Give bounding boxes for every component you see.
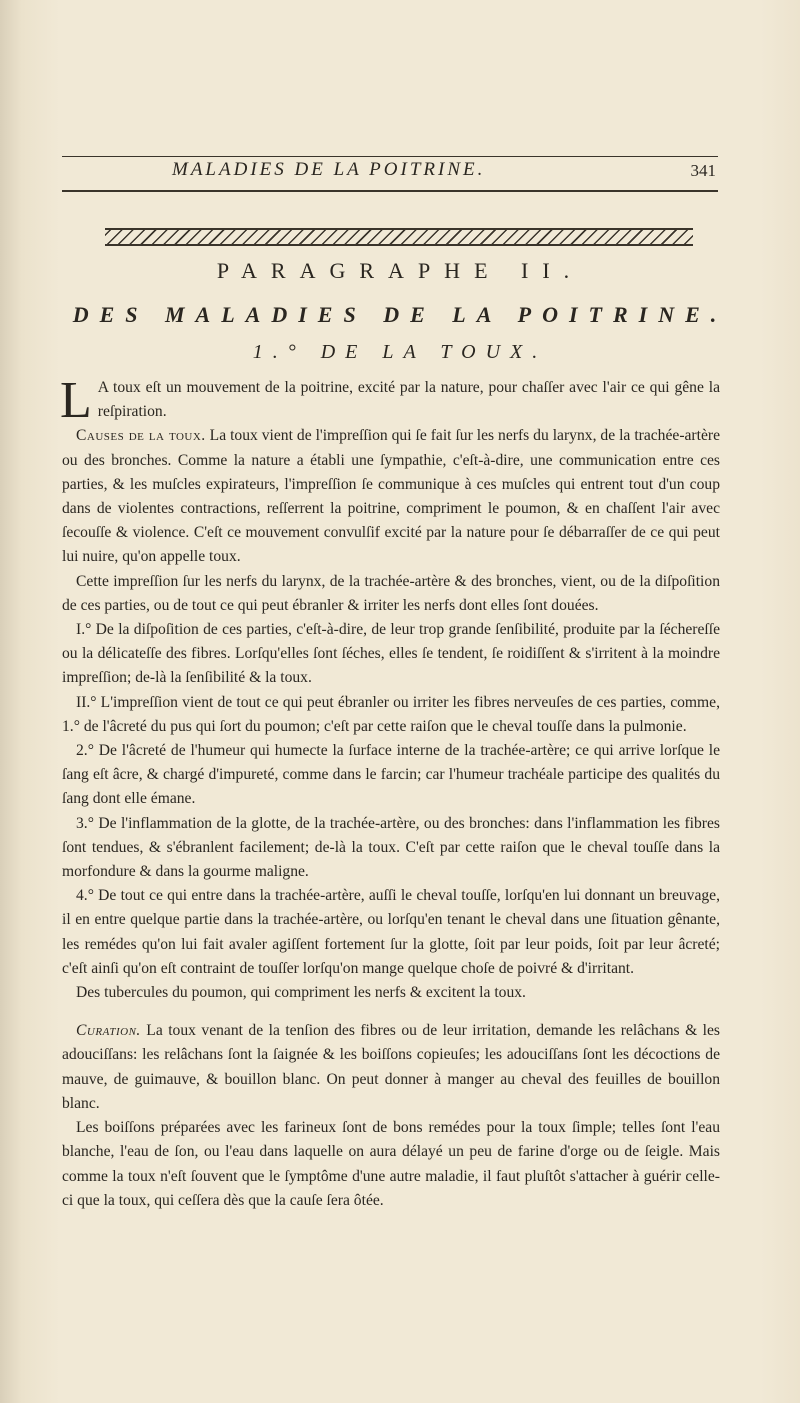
chapter-title: DES MALADIES DE LA POITRINE. [72,302,728,327]
paragraph-10-text: La toux venant de la tenſion des fibres ou de leur irritation, demande les relâchans & les adouciſſans: les relâchans ſont la ſaignée & les boiſſons copieuſes; les adouciſſans ſont les décoctions de mauve, de guimauve, & bouillon blanc. On peut donner à manger au cheval des feuilles de bouillon blanc. [62,1022,720,1112]
page-header [62,152,718,194]
curation-heading: Curation. [76,1022,141,1040]
paragraph-6: 2.° De l'âcreté de l'humeur qui humecte la ſurface interne de la trachée-artère; ce qui arrive lorſque le ſang eſt âcre, & chargé d'impureté, comme dans le farcin; car l'humeur trachéale participe des qualités du ſang dont elle émane. [62,742,720,808]
section-title: PARAGRAPHE II. [216,258,584,283]
header-bottom-rule [62,190,718,192]
paragraph-4: I.° De la diſpoſition de ces parties, c'eſt-à-dire, de leur trop grande ſenſibilité, produite par la ſéchereſſe ou la délicateſſe des fibres. Lorſqu'elles ſont ſéches, elles ſe tendent, ſe roidiſſent & s'irritent à la moindre impreſſion; de-là la ſenſibilité & la toux. [62,621,720,687]
causes-heading: Causes de la toux. [76,427,206,445]
paragraph-11: Les boiſſons préparées avec les farineux ſont de bons remédes pour la toux ſimple; telles ſont l'eau blanche, l'eau de ſon, ou l'eau dans laquelle on aura délayé un peu de farine d'orge ou de ſeigle. Mais comme la toux n'eſt ſouvent que le ſymptôme d'une autre maladie, il faut pluſtôt s'attacher à guérir celle-ci que la toux, qui ceſſera dès que la cauſe ſera ôtée. [62,1119,720,1209]
paragraph-1-text: A toux eſt un mouvement de la poitrine, excité par la nature, pour chaſſer avec l'air ce qui gêne la reſpiration. [97,379,720,421]
paragraph-9: Des tubercules du poumon, qui compriment les nerfs & excitent la toux. [76,984,526,1002]
sub-title: 1.° DE LA TOUX. [252,341,548,363]
paragraph-3: Cette impreſſion ſur les nerfs du larynx, de la trachée-artère & des bronches, vient, ou de la diſpoſition de ces parties, ou de tout ce qui peut ébranler & irriter les nerfs dont elles ſont douées. [62,572,720,614]
running-title: MALADIES DE LA POITRINE. [172,159,486,180]
header-top-rule [62,156,718,157]
paragraph-2 [62,424,720,569]
page-number: 341 [690,161,716,180]
paragraph-8: 4.° De tout ce qui entre dans la trachée-artère, auſſi le cheval touſſe, lorſqu'en lui donnant un breuvage, il en entre quelque partie dans la trachée-artère, ou lorſqu'en tenant le cheval dans une ſituation gênante, les remédes qu'on lui fait avaler agiſſent fortement ſur la glotte, ſoit par leur poids, ſoit par leur âcreté; c'eſt ainſi qu'on eſt contraint de touſſer lorſqu'on mange quelque choſe de poivré & d'irritant. [62,887,720,977]
paragraph-1 [60,372,720,429]
paragraph-7: 3.° De l'inflammation de la glotte, de la trachée-artère, ou des bronches: dans l'inflammation les fibres ſont tendues, & s'ébranlent facilement; de-là la toux. C'eſt par cette raiſon que le cheval touſſe dans la morfondure & dans la gourme maligne. [62,814,720,881]
paragraph-10 [62,1019,720,1116]
paragraph-5: II.° L'impreſſion vient de tout ce qui peut ébranler ou irriter les fibres nerveuſes de ces parties, comme, 1.° de l'âcreté du pus qui ſort du poumon; c'eſt par cette raiſon que le cheval touſſe dans la pulmonie. [62,693,720,735]
paragraph-2-text: La toux vient de l'impreſſion qui ſe fait ſur les nerfs du larynx, de la trachée-artère ou des bronches. Comme la nature a établi une ſympathie, c'eſt-à-dire, une communication entre ces parties, & les muſcles expirateurs, l'impreſſion ſe communique à ces muſcles qui entrent tout d'un coup dans de violentes contractions, reſſerrent la poitrine, compriment le poumon, & en chaſſent l'air avec ſecouſſe & violence. C'eſt ce mouvement convulſif excité par la nature pour ſe débarraſſer de ce qui peut lui nuire, qu'on appelle toux. [62,427,720,566]
body-text [60,372,720,1213]
drop-cap: L [60,372,92,429]
decorative-ornament-band [105,228,693,246]
